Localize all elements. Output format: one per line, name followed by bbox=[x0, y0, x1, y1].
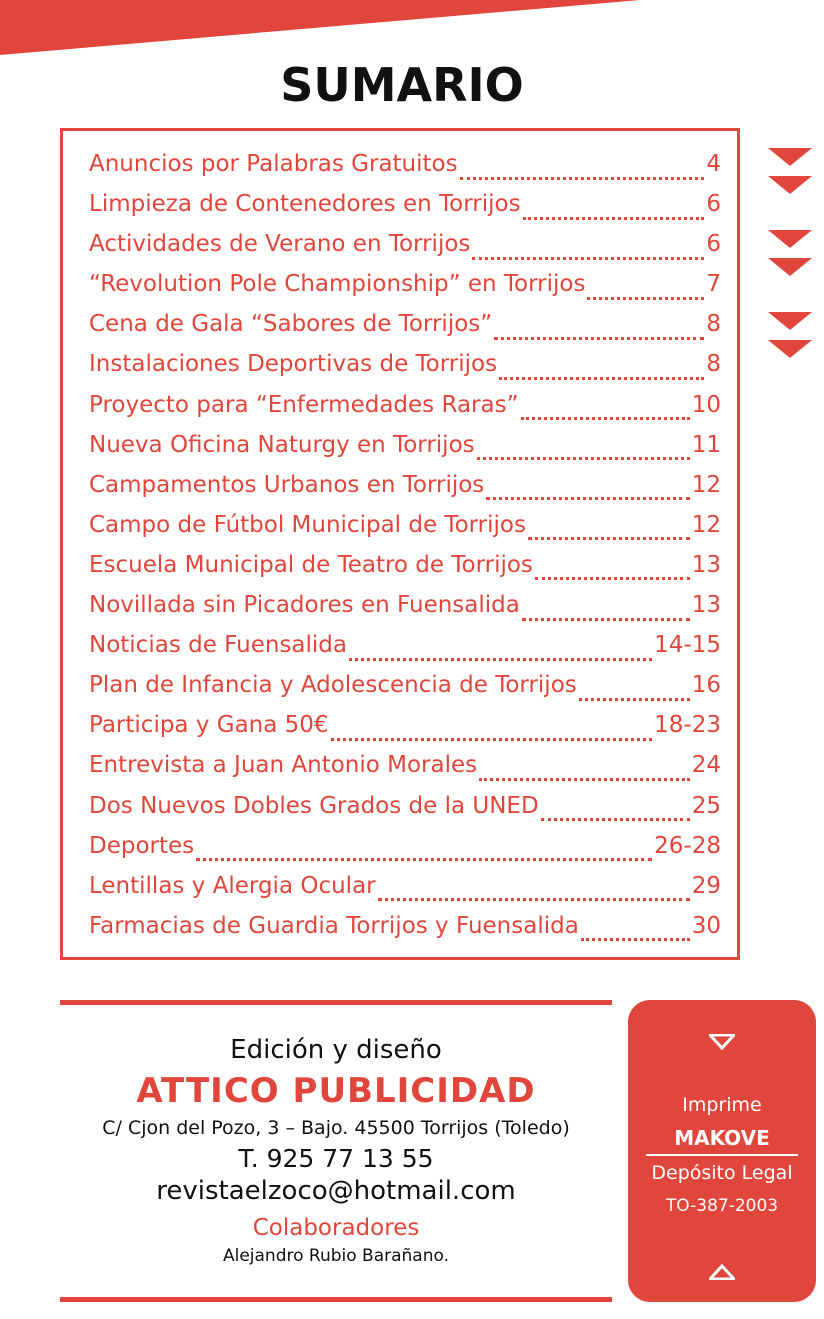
toc-entry-page: 8 bbox=[706, 311, 721, 338]
toc-dot-leader bbox=[522, 618, 690, 621]
toc-entry-title: Cena de Gala “Sabores de Torrijos” bbox=[89, 311, 493, 338]
toc-dot-leader bbox=[494, 337, 704, 340]
toc-entry-title: Deportes bbox=[89, 832, 195, 859]
toc-entry-title: Actividades de Verano en Torrijos bbox=[89, 231, 471, 258]
toc-entry-title: Farmacias de Guardia Torrijos y Fuensalida bbox=[89, 912, 579, 939]
company-name: ATTICO PUBLICIDAD bbox=[136, 1071, 536, 1111]
toc-entry bbox=[89, 512, 721, 552]
toc-dot-leader bbox=[523, 217, 705, 220]
toc-entry-title: Limpieza de Contenedores en Torrijos bbox=[89, 191, 521, 218]
toc-entry-title: Nueva Oficina Naturgy en Torrijos bbox=[89, 431, 475, 458]
toc-entry-page: 10 bbox=[691, 391, 721, 418]
toc-entry bbox=[89, 833, 721, 873]
toc-entry-page: 26-28 bbox=[654, 832, 721, 859]
toc-entry-page: 4 bbox=[706, 151, 721, 177]
triangle-up-icon bbox=[709, 1264, 735, 1280]
toc-entry bbox=[89, 552, 721, 592]
toc-entry bbox=[89, 191, 721, 231]
collaborators-label: Colaboradores bbox=[252, 1215, 420, 1241]
edition-label: Edición y diseño bbox=[230, 1035, 442, 1065]
toc-entry bbox=[89, 351, 721, 391]
toc-entry-title: Campo de Fútbol Municipal de Torrijos bbox=[89, 511, 526, 538]
toc-entry-page: 16 bbox=[691, 672, 721, 699]
toc-dot-leader bbox=[477, 457, 690, 460]
toc-entry-title: Escuela Municipal de Teatro de Torrijos bbox=[89, 551, 533, 578]
arrow-down-icon bbox=[768, 340, 812, 358]
toc-dot-leader bbox=[528, 537, 690, 540]
toc-dot-leader bbox=[581, 938, 690, 941]
legal-number: TO-387-2003 bbox=[665, 1196, 779, 1216]
toc-entry-page: 12 bbox=[691, 471, 721, 498]
collaborators: Alejandro Rubio Barañano. bbox=[222, 1246, 450, 1266]
printer-name: MAKOVE bbox=[674, 1126, 770, 1150]
toc-entry-title: Campamentos Urbanos en Torrijos bbox=[89, 471, 485, 498]
toc-entry-page: 25 bbox=[691, 792, 721, 819]
phone: T. 925 77 13 55 bbox=[238, 1144, 434, 1173]
toc-entry-page: 29 bbox=[691, 872, 721, 899]
credits-block bbox=[60, 1030, 612, 1268]
toc-entry-page: 18-23 bbox=[654, 712, 721, 739]
toc-dot-leader bbox=[196, 858, 652, 861]
toc-entry-title: Noticias de Fuensalida bbox=[89, 632, 347, 659]
toc-dot-leader bbox=[535, 577, 690, 580]
toc-entry-title: Dos Nuevos Dobles Grados de la UNED bbox=[89, 792, 539, 819]
toc-list bbox=[89, 151, 721, 953]
toc-entry-page: 7 bbox=[706, 271, 721, 298]
toc-dot-leader bbox=[378, 898, 690, 901]
toc-entry bbox=[89, 432, 721, 472]
toc-entry bbox=[89, 793, 721, 833]
toc-entry-page: 30 bbox=[691, 912, 721, 939]
toc-entry bbox=[89, 913, 721, 953]
toc-entry bbox=[89, 472, 721, 512]
toc-dot-leader bbox=[349, 658, 652, 661]
toc-entry-page: 11 bbox=[691, 431, 721, 458]
print-label: Imprime bbox=[682, 1094, 762, 1116]
toc-entry-title: Participa y Gana 50€ bbox=[89, 712, 329, 739]
toc-entry-page: 8 bbox=[706, 351, 721, 378]
arrow-down-icon bbox=[768, 230, 812, 248]
toc-entry bbox=[89, 311, 721, 351]
toc-entry bbox=[89, 231, 721, 271]
toc-entry bbox=[89, 712, 721, 752]
arrow-down-icon bbox=[768, 148, 812, 166]
toc-entry-title: Plan de Infancia y Adolescencia de Torrijos bbox=[89, 672, 577, 699]
toc-entry-title: Proyecto para “Enfermedades Raras” bbox=[89, 391, 519, 418]
divider-top bbox=[60, 1000, 612, 1005]
toc-entry bbox=[89, 672, 721, 712]
toc-entry-title: Novillada sin Picadores en Fuensalida bbox=[89, 592, 520, 619]
top-red-band bbox=[0, 0, 824, 60]
table-of-contents bbox=[60, 128, 740, 960]
email: revistaelzoco@hotmail.com bbox=[156, 1176, 516, 1206]
print-info-box bbox=[628, 1000, 816, 1302]
toc-entry bbox=[89, 592, 721, 632]
toc-entry-page: 6 bbox=[706, 191, 721, 218]
toc-entry-page: 13 bbox=[691, 592, 721, 619]
toc-entry bbox=[89, 873, 721, 913]
toc-entry-title: Instalaciones Deportivas de Torrijos bbox=[89, 351, 498, 378]
toc-dot-leader bbox=[541, 818, 690, 821]
toc-entry-page: 14-15 bbox=[654, 632, 721, 659]
toc-dot-leader bbox=[331, 738, 653, 741]
toc-dot-leader bbox=[460, 177, 705, 180]
toc-entry-title: “Revolution Pole Championship” en Torrijos bbox=[89, 271, 586, 298]
toc-entry-page: 24 bbox=[691, 752, 721, 779]
toc-entry-page: 6 bbox=[706, 231, 721, 258]
toc-dot-leader bbox=[587, 297, 704, 300]
toc-entry bbox=[89, 271, 721, 311]
toc-entry bbox=[89, 752, 721, 792]
decorative-arrows bbox=[766, 148, 816, 378]
legal-label: Depósito Legal bbox=[651, 1162, 793, 1184]
arrow-down-icon bbox=[768, 258, 812, 276]
toc-entry-title: Lentillas y Alergia Ocular bbox=[89, 872, 376, 899]
arrow-down-icon bbox=[768, 312, 812, 330]
toc-dot-leader bbox=[521, 417, 690, 420]
toc-dot-leader bbox=[579, 698, 690, 701]
arrow-down-icon bbox=[768, 176, 812, 194]
toc-dot-leader bbox=[472, 257, 704, 260]
divider-bottom bbox=[60, 1297, 612, 1302]
address: C/ Cjon del Pozo, 3 – Bajo. 45500 Torrijos (Toledo) bbox=[102, 1117, 570, 1139]
toc-entry-page: 13 bbox=[691, 551, 721, 578]
toc-entry bbox=[89, 151, 721, 191]
toc-dot-leader bbox=[479, 778, 690, 781]
toc-dot-leader bbox=[486, 497, 689, 500]
toc-dot-leader bbox=[499, 377, 704, 380]
page-title: SUMARIO bbox=[280, 58, 524, 112]
toc-entry-title: Anuncios por Palabras Gratuitos bbox=[89, 151, 458, 177]
triangle-down-icon bbox=[709, 1034, 735, 1050]
toc-entry bbox=[89, 632, 721, 672]
toc-entry-title: Entrevista a Juan Antonio Morales bbox=[89, 752, 478, 779]
toc-entry-page: 12 bbox=[691, 511, 721, 538]
print-divider bbox=[646, 1154, 798, 1156]
arrow-down-icon-group bbox=[766, 148, 816, 378]
toc-entry bbox=[89, 392, 721, 432]
